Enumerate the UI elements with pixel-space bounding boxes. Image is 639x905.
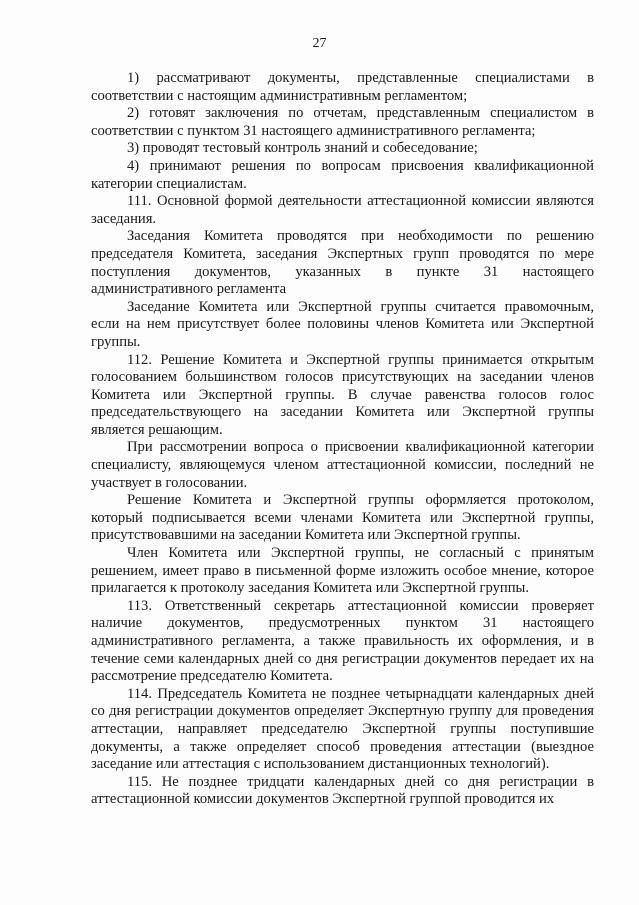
paragraph-111: 111. Основной формой деятельности аттестационной комиссии являются заседания. xyxy=(91,193,594,227)
paragraph-quorum: Заседание Комитета или Экспертной группы считается правомочным, если на нем присутствует более половины членов Комитета или Экспертной группы. xyxy=(91,298,594,350)
paragraph-113: 113. Ответственный секретарь аттестационной комиссии проверяет наличие документов, предусмотренных пунктом 31 настоящего административного регламента, а также правильность их оформления, и в течение семи календарных дней со дня регистрации документов передает их на рассмотрение председателю Комитета. xyxy=(91,597,594,685)
body-text xyxy=(91,70,594,809)
paragraph-114: 114. Председатель Комитета не позднее четырнадцати календарных дней со дня регистрации документов определяет Экспертную группу для проведения аттестации, направляет председателю Экспертной группы поступившие документы, а также определяет способ проведения аттестации (выездное заседание или аттестация с использованием дистанционных технологий). xyxy=(91,685,594,773)
paragraph-protocol: Решение Комитета и Экспертной группы оформляется протоколом, который подписывается всеми членами Комитета или Экспертной группы, присутствовавшими на заседании Комитета или Экспертной группы. xyxy=(91,492,594,544)
paragraph-meetings: Заседания Комитета проводятся при необходимости по решению председателя Комитета, заседания Экспертных групп проводятся по мере поступления документов, указанных в пункте 31 настоящего административного регламента xyxy=(91,228,594,298)
paragraph-3: 3) проводят тестовый контроль знаний и собеседование; xyxy=(127,140,478,157)
paragraph-112: 112. Решение Комитета и Экспертной группы принимается открытым голосованием большинством голосов присутствующих на заседании членов Комитета или Экспертной группы. В случае равенства голосов голос председательствующего на заседании Комитета или Экспертной группы является решающим. xyxy=(91,351,594,438)
paragraph-2: 2) готовят заключения по отчетам, представленным специалистом в соответствии с пунктом 31 настоящего административного регламента; xyxy=(91,105,594,139)
paragraph-member-vote: При рассмотрении вопроса о присвоении квалификационной категории специалисту, являющемуся членом аттестационной комиссии, последний не участвует в голосовании. xyxy=(91,439,594,491)
paragraph-dissent: Член Комитета или Экспертной группы, не согласный с принятым решением, имеет право в письменной форме изложить особое мнение, которое прилагается к протоколу заседания Комитета или Экспертной группы. xyxy=(91,545,594,597)
paragraph-4: 4) принимают решения по вопросам присвоения квалификационной категории специалистам. xyxy=(91,157,594,192)
paragraph-115: 115. Не позднее тридцати календарных дней со дня регистрации в аттестационной комиссии документов Экспертной группой проводится их xyxy=(91,773,594,808)
paragraph-1: 1) рассматривают документы, представленные специалистами в соответствии с настоящим административным регламентом; xyxy=(91,70,594,104)
page-number: 27 xyxy=(312,36,327,51)
